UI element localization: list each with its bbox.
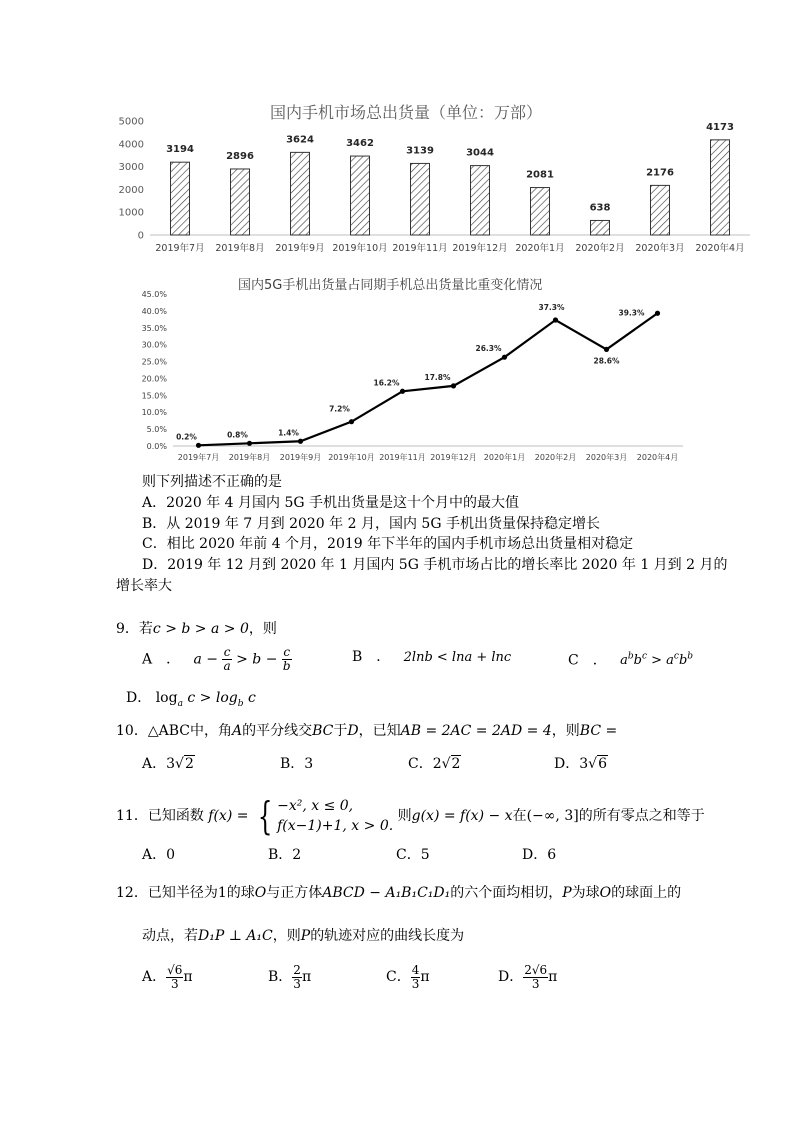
bar [591, 220, 610, 235]
line-y-tick: 0.0% [146, 442, 167, 451]
q9-suffix: ，则 [248, 621, 277, 637]
line-chart-title: 国内5G手机出货量占同期手机总出货量比重变化情况 [238, 278, 543, 293]
line-data-label: 37.3% [538, 303, 565, 313]
q9-condition: c > b > a > 0 [152, 621, 249, 637]
q9-d-log1: log [155, 690, 178, 706]
line-y-tick: 40.0% [141, 306, 167, 316]
q12-option-a [142, 960, 193, 994]
q12-line2c: 的轨迹对应的曲线长度为 [310, 928, 465, 944]
line-point [604, 347, 609, 352]
q11-text2: 在 [512, 808, 527, 824]
q12-a-pi: π [183, 969, 193, 985]
q12-option-d [498, 960, 557, 994]
q10-bceq: BC = [579, 723, 618, 739]
line-data-label: 28.6% [593, 356, 620, 366]
q12-stem-line1 [116, 884, 681, 902]
q11-brace-icon: { [257, 794, 273, 838]
q12-d-num: 2√6 [524, 962, 548, 977]
bar-x-tick: 2020年3月 [635, 243, 685, 254]
q10-a-rad: 2 [184, 756, 194, 772]
q10-text1: △ABC中，角 [147, 723, 232, 739]
q10-b-label: B．3 [280, 756, 314, 772]
q9-d-log2: c > log [187, 690, 238, 706]
q10-num: 10． [116, 723, 148, 739]
bar [351, 156, 370, 235]
bar-data-label: 3194 [166, 144, 194, 156]
line-x-tick: 2019年8月 [228, 453, 271, 462]
line-y-tick: 35.0% [141, 323, 167, 333]
line-y-tick: 30.0% [141, 340, 167, 350]
q12-text1: 的球 [226, 885, 255, 901]
q10-text2: 的平分线交 [242, 723, 313, 739]
bar-data-label: 4173 [706, 121, 734, 133]
q12-p: P [562, 885, 572, 901]
q11-option-d: D．6 [522, 847, 557, 863]
line-data-label: 16.2% [373, 378, 400, 388]
bar-x-tick: 2020年4月 [695, 243, 745, 254]
bar-data-label: 3462 [346, 138, 374, 150]
q9-c-label: C ． [568, 652, 607, 669]
line-x-tick: 2020年4月 [636, 453, 679, 462]
line-point [349, 419, 354, 424]
bar-x-tick: 2019年11月 [392, 243, 448, 254]
q12-c-num: 4 [411, 962, 420, 977]
q9-d-label: D． [126, 690, 152, 706]
bar-x-tick: 2020年2月 [575, 243, 625, 254]
bar-x-tick: 2019年8月 [215, 243, 265, 254]
q10-a-label: A．3 [142, 756, 176, 772]
q10-text4: ，已知 [358, 723, 401, 739]
line-y-tick: 25.0% [141, 357, 167, 367]
bar-x-tick: 2019年12月 [452, 243, 508, 254]
bar-x-tick: 2019年10月 [332, 243, 388, 254]
q11-fx: f(x) = [208, 808, 249, 824]
q12-a-label: A． [142, 969, 167, 985]
bar-y-tick: 3000 [118, 162, 144, 174]
q12-o2: O [599, 885, 612, 901]
q12-option-b [268, 960, 311, 994]
bar-data-label: 2081 [526, 169, 554, 181]
line-data-label: 0.8% [227, 430, 248, 440]
line-point [400, 389, 405, 394]
bar-x-tick: 2019年9月 [275, 243, 325, 254]
q10-stem [116, 722, 617, 740]
q12-d-pi: π [548, 969, 558, 985]
q12-a-den: 3 [170, 976, 179, 991]
bar-y-tick: 2000 [118, 184, 144, 196]
bar-y-tick: 1000 [118, 207, 144, 219]
line-point [502, 355, 507, 360]
line-x-tick: 2020年1月 [483, 453, 526, 462]
q10-d-rad: 6 [598, 756, 607, 772]
bar-chart-title: 国内手机市场总出货量（单位：万部） [270, 103, 543, 122]
bar-data-label: 638 [589, 202, 611, 214]
line-data-label: 17.8% [424, 372, 451, 382]
q11-case2: f(x−1)+1, x > 0. [277, 818, 394, 834]
q10-option-b [280, 755, 313, 773]
line-y-tick: 5.0% [146, 425, 167, 435]
bar-data-label: 3624 [286, 134, 314, 146]
line-point [247, 441, 252, 446]
q9-num: 9．若 [116, 621, 153, 637]
q9-option-b [352, 648, 511, 667]
bar-y-tick: 0 [137, 230, 144, 242]
q12-text4: 为球 [571, 885, 600, 901]
line-x-tick: 2019年7月 [177, 453, 220, 462]
line-x-tick: 2019年12月 [430, 453, 477, 462]
q12-c-label: C． [386, 969, 411, 985]
q12-b-den: 3 [293, 976, 301, 991]
bar [651, 185, 670, 235]
line-data-label: 1.4% [278, 428, 299, 438]
line-y-tick: 20.0% [141, 374, 167, 384]
q12-line2b: ，则 [272, 928, 301, 944]
q8-stem: 则下列描述不正确的是 [142, 474, 282, 490]
q8-option-d-cont: 增长率大 [116, 578, 172, 594]
q12-line2a: 动点，若 [142, 928, 198, 944]
bar [531, 188, 550, 235]
line-data-label: 26.3% [475, 344, 502, 354]
line-y-tick: 45.0% [141, 290, 167, 299]
q8-option-b: B．从 2019 年 7 月到 2020 年 2 月，国内 5G 手机出货量保持稳定增长 [142, 516, 600, 532]
q10-option-c: C．2√2 [408, 756, 461, 772]
q11-gx: g(x) = f(x) − x [411, 808, 513, 824]
bar-data-label: 3044 [466, 147, 494, 159]
bar-y-tick: 5000 [118, 116, 144, 128]
q9-b-expr: 2lnb < lna + lnc [403, 650, 512, 665]
q11-stem [116, 793, 705, 839]
bar [171, 162, 190, 235]
q12-num: 12．已知半径为 [116, 885, 218, 901]
q11-text1: 则 [397, 808, 412, 824]
q12-c-pi: π [420, 969, 430, 985]
q12-text2: 与正方体 [266, 885, 323, 901]
q10-d-label: D．3 [554, 756, 589, 772]
q11-case1: −x², x ≤ 0, [277, 798, 354, 814]
q12-o: O [254, 885, 267, 901]
q10-text5: ，则 [551, 723, 580, 739]
line-y-tick: 10.0% [141, 408, 167, 418]
line-point [298, 439, 303, 444]
q12-p2: P [300, 928, 311, 944]
line-data-label: 39.3% [618, 308, 645, 318]
bar-y-tick: 4000 [118, 139, 144, 151]
line-point [451, 383, 456, 388]
bar [711, 140, 730, 235]
line-x-tick: 2020年2月 [534, 453, 577, 462]
q9-option-d: D． $\log_a c > \log_b c$ [126, 690, 256, 709]
q12-text5: 的球面上的 [611, 885, 682, 901]
q9-stem [116, 620, 277, 638]
bar [411, 163, 430, 235]
q12-c-den: 3 [411, 976, 420, 991]
line-point [196, 443, 201, 448]
q10-c-label: C．2 [408, 756, 442, 772]
q10-option-a: A．3√2 [142, 756, 194, 772]
line-chart [135, 286, 695, 466]
line-point [553, 317, 558, 322]
q10-bc: BC [312, 723, 334, 739]
q12-b-label: B． [268, 969, 293, 985]
q11-option-a: A．0 [142, 847, 176, 863]
bar-x-tick: 2020年1月 [515, 243, 565, 254]
q9-b-label: B ． [352, 649, 391, 665]
line-x-tick: 2019年11月 [379, 453, 426, 462]
q9-a-label: A ． [142, 651, 181, 668]
line-data-label: 7.2% [329, 404, 350, 414]
q11-option-b: B．2 [268, 847, 302, 863]
line-point [655, 311, 660, 316]
q9-option-c: C ． $a^bb^c > a^cb^b$ [568, 652, 694, 669]
q12-d-label: D． [498, 969, 524, 985]
q10-option-d: D．3√6 [554, 756, 607, 772]
bar-data-label: 2896 [226, 150, 254, 162]
q12-cube: ABCD − A₁B₁C₁D₁ [322, 885, 451, 901]
q12-r: 1 [217, 885, 227, 901]
q8-option-a: A．2020 年 4 月国内 5G 手机出货量是这十个月中的最大值 [142, 495, 519, 511]
q12-stem-line2 [142, 927, 464, 945]
q12-text3: 的六个面均相切， [450, 885, 563, 901]
line-x-tick: 2019年10月 [328, 453, 375, 462]
q10-angle: A [231, 723, 243, 739]
q10-text3: 于 [333, 723, 348, 739]
q8-option-d: D．2019 年 12 月到 2020 年 1 月国内 5G 手机市场占比的增长率比 2020 年 1 月到 2 月的 [142, 557, 728, 573]
bar-x-tick: 2019年7月 [155, 243, 205, 254]
line-x-tick: 2020年3月 [585, 453, 628, 462]
q12-b-num: 2 [293, 962, 301, 977]
q12-option-c [386, 960, 430, 994]
bar [471, 166, 490, 235]
q12-a-num: √6 [167, 962, 183, 977]
bar [291, 152, 310, 235]
q12-d-den: 3 [531, 976, 540, 991]
bar-chart [110, 112, 760, 262]
line-y-tick: 15.0% [141, 391, 167, 401]
q11-interval: (−∞, 3] [526, 808, 579, 824]
q11-option-c: C．5 [396, 847, 430, 863]
q9-option-a: A ． a − $\frac{c}{a}$ > b − $\frac{c}{b}$ [142, 645, 291, 673]
q12-b-pi: π [301, 969, 312, 985]
q9-d-c: c [247, 690, 256, 706]
q10-d: D [347, 723, 359, 739]
q12-perp: D₁P ⊥ A₁C [198, 928, 273, 944]
q8-option-c: C．相比 2020 年前 4 个月，2019 年下半年的国内手机市场总出货量相对稳定 [142, 536, 634, 552]
bar [231, 169, 250, 235]
q11-text3: 的所有零点之和等于 [578, 808, 705, 824]
q10-eq: AB = 2AC = 2AD = 4 [400, 723, 552, 739]
line-data-label: 0.2% [176, 432, 197, 442]
bar-data-label: 2176 [646, 167, 674, 179]
line-x-tick: 2019年9月 [279, 453, 322, 462]
bar-data-label: 3139 [406, 145, 434, 157]
q10-c-rad: 2 [451, 756, 461, 772]
q11-num: 11．已知函数 [116, 808, 204, 824]
